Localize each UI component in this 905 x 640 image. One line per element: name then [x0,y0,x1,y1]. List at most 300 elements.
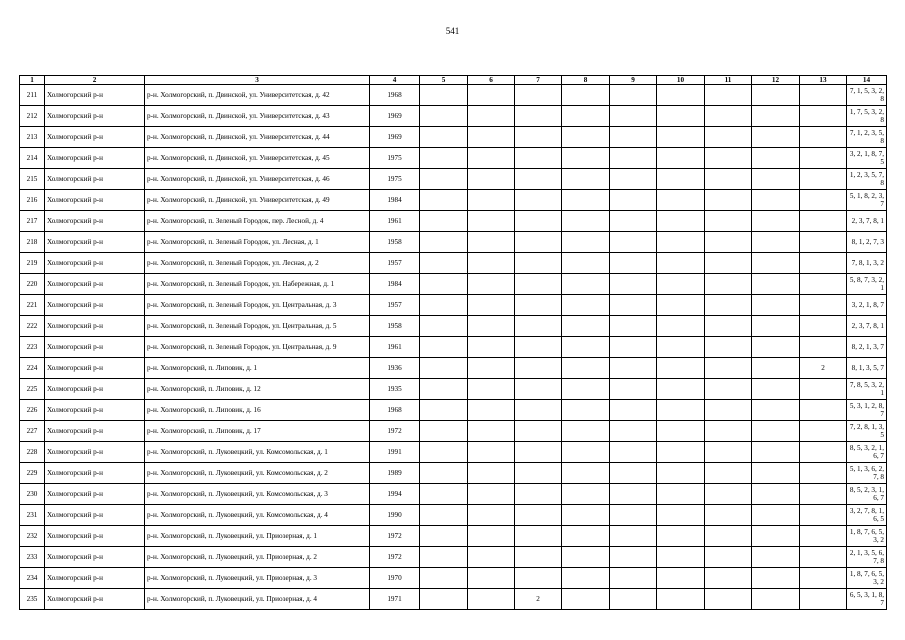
col-12-cell [752,211,800,232]
col-5-cell [420,85,468,106]
col-9-cell [610,421,657,442]
col-13-cell [800,337,847,358]
table-row [20,253,887,274]
year-cell: 1994 [370,484,420,505]
col-8-cell [562,274,610,295]
col-7-cell [515,547,562,568]
col-9-cell [610,463,657,484]
col-11-cell [705,232,752,253]
col-14-cell: 7, 1, 2, 3, 5, 8 [847,127,887,148]
col-10-cell [657,295,705,316]
col-6-cell [468,316,515,337]
col-14-cell: 7, 8, 1, 3, 2 [847,253,887,274]
col-13-cell [800,547,847,568]
col-5-cell [420,358,468,379]
address-cell: р-н. Холмогорский, п. Луковецкий, ул. Приозерная, д. 4 [145,589,370,610]
col-10-cell [657,568,705,589]
col-7-cell [515,526,562,547]
table-row [20,547,887,568]
col-11-cell [705,400,752,421]
table-row [20,505,887,526]
col-10-cell [657,232,705,253]
col-9-cell [610,85,657,106]
col-14-cell: 5, 8, 7, 3, 2, 1 [847,274,887,295]
column-header: 7 [515,76,562,85]
district-cell: Холмогорский р-н [45,358,145,379]
col-10-cell [657,127,705,148]
column-header: 9 [610,76,657,85]
col-11-cell [705,589,752,610]
year-cell: 1961 [370,211,420,232]
col-10-cell [657,85,705,106]
col-7-cell [515,358,562,379]
col-12-cell [752,127,800,148]
col-14-cell: 8, 1, 2, 7, 3 [847,232,887,253]
col-10-cell [657,337,705,358]
table-row [20,463,887,484]
col-8-cell [562,295,610,316]
col-5-cell [420,547,468,568]
col-12-cell [752,463,800,484]
col-12-cell [752,337,800,358]
address-cell: р-н. Холмогорский, п. Липовик, д. 17 [145,421,370,442]
col-12-cell [752,295,800,316]
col-8-cell [562,379,610,400]
year-cell: 1968 [370,400,420,421]
col-7-cell [515,337,562,358]
address-cell: р-н. Холмогорский, п. Двинской, ул. Университетская, д. 49 [145,190,370,211]
col-6-cell [468,148,515,169]
col-10-cell [657,421,705,442]
col-13-cell [800,274,847,295]
address-cell: р-н. Холмогорский, п. Липовик, д. 12 [145,379,370,400]
col-7-cell [515,253,562,274]
district-cell: Холмогорский р-н [45,547,145,568]
address-cell: р-н. Холмогорский, п. Липовик, д. 1 [145,358,370,379]
col-13-cell [800,295,847,316]
col-11-cell [705,253,752,274]
year-cell: 1968 [370,85,420,106]
col-9-cell [610,169,657,190]
year-cell: 1935 [370,379,420,400]
col-13-cell [800,190,847,211]
table-row [20,148,887,169]
col-13-cell [800,526,847,547]
district-cell: Холмогорский р-н [45,316,145,337]
col-6-cell [468,505,515,526]
district-cell: Холмогорский р-н [45,484,145,505]
district-cell: Холмогорский р-н [45,589,145,610]
column-header: 1 [20,76,45,85]
year-cell: 1971 [370,589,420,610]
col-7-cell [515,463,562,484]
col-7-cell [515,421,562,442]
col-6-cell [468,295,515,316]
col-7-cell: 2 [515,589,562,610]
year-cell: 1990 [370,505,420,526]
col-8-cell [562,106,610,127]
col-8-cell [562,148,610,169]
address-cell: р-н. Холмогорский, п. Луковецкий, ул. Приозерная, д. 2 [145,547,370,568]
col-14-cell: 5, 1, 3, 6, 2, 7, 8 [847,463,887,484]
col-7-cell [515,295,562,316]
col-12-cell [752,442,800,463]
col-14-cell: 6, 5, 3, 1, 8, 7 [847,589,887,610]
table-row [20,274,887,295]
district-cell: Холмогорский р-н [45,169,145,190]
col-8-cell [562,547,610,568]
col-6-cell [468,463,515,484]
col-11-cell [705,190,752,211]
col-11-cell [705,484,752,505]
col-10-cell [657,253,705,274]
column-header: 13 [800,76,847,85]
col-7-cell [515,442,562,463]
row-number-cell: 223 [20,337,45,358]
table-row [20,169,887,190]
col-9-cell [610,379,657,400]
col-12-cell [752,316,800,337]
address-cell: р-н. Холмогорский, п. Луковецкий, ул. Комсомольская, д. 1 [145,442,370,463]
address-cell: р-н. Холмогорский, п. Зеленый Городок, ул. Центральная, д. 9 [145,337,370,358]
year-cell: 1957 [370,295,420,316]
address-cell: р-н. Холмогорский, п. Липовик, д. 16 [145,400,370,421]
year-cell: 1972 [370,421,420,442]
year-cell: 1972 [370,547,420,568]
col-13-cell [800,568,847,589]
district-cell: Холмогорский р-н [45,526,145,547]
col-8-cell [562,589,610,610]
year-cell: 1972 [370,526,420,547]
row-number-cell: 233 [20,547,45,568]
table-body [20,85,887,610]
district-cell: Холмогорский р-н [45,421,145,442]
table-row [20,232,887,253]
year-cell: 1961 [370,337,420,358]
col-9-cell [610,442,657,463]
address-cell: р-н. Холмогорский, п. Двинской, ул. Университетская, д. 42 [145,85,370,106]
year-cell: 1958 [370,232,420,253]
row-number-cell: 216 [20,190,45,211]
col-12-cell [752,274,800,295]
row-number-cell: 230 [20,484,45,505]
col-14-cell: 1, 2, 3, 5, 7, 8 [847,169,887,190]
col-10-cell [657,442,705,463]
col-6-cell [468,232,515,253]
col-8-cell [562,232,610,253]
col-9-cell [610,190,657,211]
page-number: 541 [445,26,460,36]
year-cell: 1989 [370,463,420,484]
col-13-cell [800,421,847,442]
col-9-cell [610,232,657,253]
district-cell: Холмогорский р-н [45,232,145,253]
col-7-cell [515,85,562,106]
col-8-cell [562,358,610,379]
col-8-cell [562,85,610,106]
col-13-cell [800,400,847,421]
row-number-cell: 228 [20,442,45,463]
col-12-cell [752,190,800,211]
district-cell: Холмогорский р-н [45,505,145,526]
col-5-cell [420,526,468,547]
row-number-cell: 212 [20,106,45,127]
col-13-cell [800,316,847,337]
col-10-cell [657,400,705,421]
table-row [20,295,887,316]
district-cell: Холмогорский р-н [45,211,145,232]
year-cell: 1984 [370,274,420,295]
year-cell: 1969 [370,106,420,127]
col-8-cell [562,253,610,274]
col-10-cell [657,547,705,568]
table-row [20,358,887,379]
col-9-cell [610,337,657,358]
col-8-cell [562,526,610,547]
col-5-cell [420,316,468,337]
table-row [20,400,887,421]
district-cell: Холмогорский р-н [45,85,145,106]
col-8-cell [562,211,610,232]
col-14-cell: 2, 3, 7, 8, 1 [847,316,887,337]
col-11-cell [705,505,752,526]
col-5-cell [420,442,468,463]
table-row [20,526,887,547]
col-10-cell [657,505,705,526]
row-number-cell: 211 [20,85,45,106]
col-11-cell [705,211,752,232]
col-7-cell [515,568,562,589]
col-12-cell [752,589,800,610]
row-number-cell: 219 [20,253,45,274]
col-14-cell: 7, 1, 5, 3, 2, 8 [847,85,887,106]
col-7-cell [515,316,562,337]
district-cell: Холмогорский р-н [45,568,145,589]
col-9-cell [610,127,657,148]
column-header: 10 [657,76,705,85]
row-number-cell: 218 [20,232,45,253]
col-11-cell [705,379,752,400]
col-11-cell [705,358,752,379]
col-13-cell [800,85,847,106]
col-13-cell [800,484,847,505]
table-row [20,211,887,232]
col-5-cell [420,589,468,610]
year-cell: 1970 [370,568,420,589]
col-12-cell [752,400,800,421]
col-11-cell [705,85,752,106]
col-14-cell: 7, 8, 5, 3, 2, 1 [847,379,887,400]
col-6-cell [468,211,515,232]
col-7-cell [515,127,562,148]
district-cell: Холмогорский р-н [45,148,145,169]
col-5-cell [420,127,468,148]
district-cell: Холмогорский р-н [45,400,145,421]
address-cell: р-н. Холмогорский, п. Зеленый Городок, пер. Лесной, д. 4 [145,211,370,232]
col-12-cell [752,106,800,127]
col-8-cell [562,568,610,589]
address-cell: р-н. Холмогорский, п. Луковецкий, ул. Комсомольская, д. 4 [145,505,370,526]
col-7-cell [515,400,562,421]
address-cell: р-н. Холмогорский, п. Луковецкий, ул. Приозерная, д. 3 [145,568,370,589]
col-14-cell: 1, 8, 7, 6, 5, 3, 2 [847,526,887,547]
address-cell: р-н. Холмогорский, п. Зеленый Городок, ул. Центральная, д. 3 [145,295,370,316]
table-row [20,337,887,358]
year-cell: 1975 [370,169,420,190]
col-7-cell [515,232,562,253]
col-5-cell [420,463,468,484]
col-9-cell [610,484,657,505]
column-header: 11 [705,76,752,85]
col-12-cell [752,379,800,400]
address-cell: р-н. Холмогорский, п. Луковецкий, ул. Комсомольская, д. 2 [145,463,370,484]
col-14-cell: 8, 5, 3, 2, 1, 6, 7 [847,442,887,463]
col-11-cell [705,148,752,169]
col-10-cell [657,463,705,484]
column-header: 5 [420,76,468,85]
table-row [20,190,887,211]
col-7-cell [515,379,562,400]
year-cell: 1936 [370,358,420,379]
row-number-cell: 217 [20,211,45,232]
col-10-cell [657,148,705,169]
col-14-cell: 1, 7, 5, 3, 2, 8 [847,106,887,127]
column-header: 14 [847,76,887,85]
col-14-cell: 5, 3, 1, 2, 8, 7 [847,400,887,421]
col-6-cell [468,526,515,547]
year-cell: 1958 [370,316,420,337]
col-13-cell [800,253,847,274]
col-13-cell [800,232,847,253]
col-6-cell [468,589,515,610]
col-6-cell [468,274,515,295]
col-13-cell [800,106,847,127]
col-6-cell [468,169,515,190]
col-13-cell [800,169,847,190]
col-7-cell [515,148,562,169]
col-5-cell [420,379,468,400]
row-number-cell: 213 [20,127,45,148]
col-7-cell [515,274,562,295]
address-cell: р-н. Холмогорский, п. Зеленый Городок, ул. Лесная, д. 2 [145,253,370,274]
district-cell: Холмогорский р-н [45,337,145,358]
col-11-cell [705,295,752,316]
row-number-cell: 214 [20,148,45,169]
district-cell: Холмогорский р-н [45,274,145,295]
row-number-cell: 222 [20,316,45,337]
col-10-cell [657,484,705,505]
col-14-cell: 3, 2, 1, 8, 7 [847,295,887,316]
col-14-cell: 2, 1, 3, 5, 6, 7, 8 [847,547,887,568]
year-cell: 1984 [370,190,420,211]
district-cell: Холмогорский р-н [45,127,145,148]
col-9-cell [610,106,657,127]
col-9-cell [610,295,657,316]
col-12-cell [752,484,800,505]
col-13-cell [800,148,847,169]
year-cell: 1969 [370,127,420,148]
table-row [20,127,887,148]
col-14-cell: 5, 1, 8, 2, 3, 7 [847,190,887,211]
table-row [20,316,887,337]
col-10-cell [657,526,705,547]
col-8-cell [562,169,610,190]
col-6-cell [468,442,515,463]
row-number-cell: 224 [20,358,45,379]
col-10-cell [657,379,705,400]
header-row [20,76,887,85]
col-8-cell [562,127,610,148]
col-5-cell [420,400,468,421]
col-9-cell [610,358,657,379]
col-5-cell [420,253,468,274]
col-6-cell [468,85,515,106]
col-7-cell [515,505,562,526]
year-cell: 1975 [370,148,420,169]
table-row [20,421,887,442]
col-13-cell [800,463,847,484]
col-5-cell [420,211,468,232]
col-14-cell: 3, 2, 1, 8, 7, 5 [847,148,887,169]
row-number-cell: 227 [20,421,45,442]
col-11-cell [705,568,752,589]
col-11-cell [705,106,752,127]
col-12-cell [752,421,800,442]
col-8-cell [562,337,610,358]
col-6-cell [468,253,515,274]
row-number-cell: 232 [20,526,45,547]
col-12-cell [752,358,800,379]
district-cell: Холмогорский р-н [45,106,145,127]
col-5-cell [420,295,468,316]
housing-table [19,75,887,610]
col-11-cell [705,169,752,190]
col-5-cell [420,337,468,358]
row-number-cell: 234 [20,568,45,589]
col-5-cell [420,190,468,211]
col-14-cell: 2, 3, 7, 8, 1 [847,211,887,232]
col-6-cell [468,358,515,379]
address-cell: р-н. Холмогорский, п. Луковецкий, ул. Приозерная, д. 1 [145,526,370,547]
col-5-cell [420,274,468,295]
col-10-cell [657,589,705,610]
col-7-cell [515,190,562,211]
col-9-cell [610,148,657,169]
row-number-cell: 231 [20,505,45,526]
column-header: 3 [145,76,370,85]
col-13-cell [800,211,847,232]
col-11-cell [705,463,752,484]
col-9-cell [610,274,657,295]
col-6-cell [468,127,515,148]
col-12-cell [752,253,800,274]
address-cell: р-н. Холмогорский, п. Зеленый Городок, ул. Центральная, д. 5 [145,316,370,337]
col-14-cell: 7, 2, 8, 1, 3, 5 [847,421,887,442]
row-number-cell: 235 [20,589,45,610]
table-row [20,106,887,127]
col-10-cell [657,358,705,379]
col-8-cell [562,442,610,463]
col-9-cell [610,568,657,589]
address-cell: р-н. Холмогорский, п. Двинской, ул. Университетская, д. 45 [145,148,370,169]
col-12-cell [752,85,800,106]
col-8-cell [562,190,610,211]
row-number-cell: 220 [20,274,45,295]
col-5-cell [420,484,468,505]
col-9-cell [610,526,657,547]
col-10-cell [657,274,705,295]
col-8-cell [562,505,610,526]
